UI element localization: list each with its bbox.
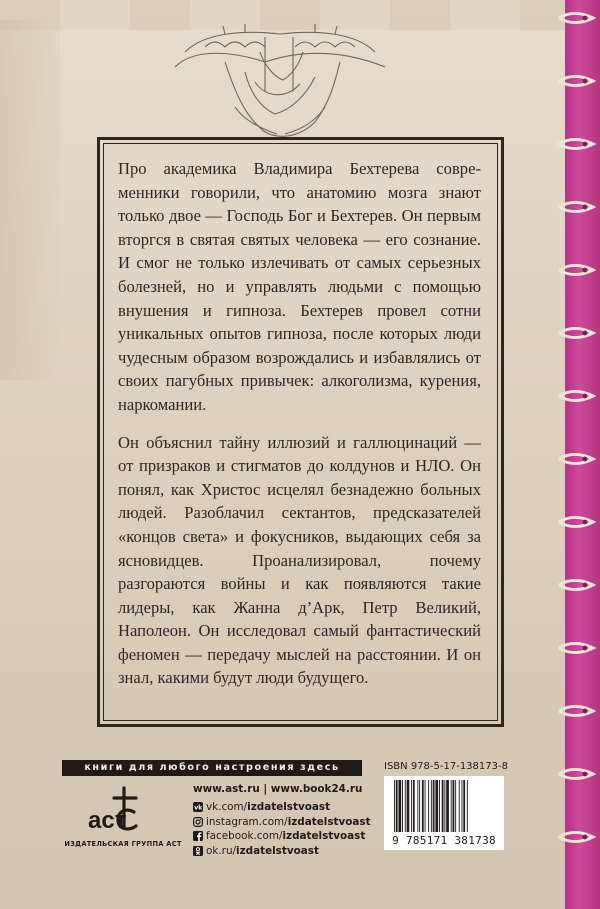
stitch — [559, 140, 593, 149]
social-link-prefix: vk.com/ — [206, 801, 248, 814]
social-link-prefix: facebook.com/ — [206, 830, 283, 843]
barcode-bars — [392, 780, 496, 836]
social-link-vk[interactable] — [193, 800, 383, 815]
social-link-handle: izdatelstvoast — [287, 815, 371, 828]
barcode-bar — [411, 780, 412, 832]
barcode-bar — [425, 780, 426, 832]
barcode-bar — [431, 780, 432, 832]
barcode-bar — [422, 780, 424, 832]
social-link-prefix: ok.ru/ — [206, 844, 237, 857]
stitch-hole — [583, 205, 588, 210]
barcode-bar — [459, 780, 460, 832]
stitch — [559, 518, 593, 527]
stitch-hole — [583, 709, 588, 714]
barcode-bar — [433, 780, 435, 832]
stitch — [559, 770, 593, 779]
barcode-bar — [463, 780, 465, 832]
stitch — [559, 833, 593, 842]
ast-logo — [84, 784, 148, 836]
stitch-hole — [583, 457, 588, 462]
stitch — [559, 392, 593, 401]
barcode-bar — [405, 780, 406, 832]
barcode-bar — [451, 780, 452, 832]
svg-text:vk: vk — [194, 804, 203, 812]
barcode-bar — [439, 780, 440, 832]
barcode-bar — [417, 780, 418, 832]
stitch — [559, 707, 593, 716]
ok-icon — [193, 846, 203, 856]
barcode-bar — [399, 780, 402, 832]
website-links[interactable]: www.ast.ru | www.book24.ru — [193, 783, 363, 795]
stitch — [559, 455, 593, 464]
barcode-bar — [419, 780, 420, 832]
blurb-paragraph-1: Про академика Владимира Бехтерева современники говорили, что анатомию мозга знают только двое — Господь Бог и Бехтерев. Он первым вторгся в святая святых человека — его сознание. И смог не только излечивать от самых серьезных болезней, но и управлять людьми с помощью внушения и гипноза. Бехтерев провел сотни уникальных опытов гипноза, после которых люди чудесным образом возрождались и избавлялись от своих пагубных привычек: алкоголизма, курения, наркомании. — [118, 159, 481, 414]
stitch-hole — [583, 16, 588, 21]
barcode-bar — [413, 780, 415, 832]
blurb-paragraph-2: Он объяснил тайну иллюзий и галлюцинаций — от призраков и стигматов до колдунов и НЛО. Он понял, как Христос исцелял безнадежно больных людей. Разоблачил сектантов, предсказателей «концов света» и фокусников, выдающих себя за ясновидцев. Проанализировал, почему разгораются войны и как появляются такие лидеры, как Жанна д’Арк, Петр Великий, Наполеон. Он исследовал самый фантастический феномен — передачу мыслей на расстоянии. И он знал, какими будут люди будущего. — [118, 432, 481, 688]
barcode-bar — [444, 780, 445, 832]
stitch — [559, 203, 593, 212]
publisher-links — [193, 783, 383, 858]
barcode — [384, 776, 504, 850]
stitch — [559, 14, 593, 23]
facebook-icon — [193, 831, 203, 841]
stitch — [559, 266, 593, 275]
instagram-icon — [193, 817, 203, 827]
stitch-hole — [583, 394, 588, 399]
social-link-ok[interactable] — [193, 844, 383, 859]
social-link-instagram[interactable] — [193, 815, 383, 830]
social-link-handle: izdatelstvoast — [236, 844, 319, 857]
stitch-hole — [583, 268, 588, 273]
stitch — [559, 581, 593, 590]
barcode-bar — [435, 780, 438, 832]
binding-stitches — [555, 0, 600, 909]
barcode-bar — [428, 780, 429, 832]
barcode-bar — [394, 780, 395, 832]
stitch-hole — [583, 331, 588, 336]
barcode-bar — [453, 780, 455, 832]
isbn-number: ISBN 978-5-17-138173-8 — [384, 761, 508, 772]
book-blurb — [118, 157, 481, 704]
vk-icon — [193, 802, 203, 812]
ast-logo-text: аст — [88, 807, 127, 834]
barcode-bar — [396, 780, 398, 832]
brain-sketch-icon — [165, 22, 395, 142]
social-link-handle: izdatelstvoast — [247, 801, 331, 814]
barcode-digits: 9 785171 381738 — [392, 834, 496, 847]
stitch — [559, 644, 593, 653]
stitch-hole — [583, 142, 588, 147]
stitch-hole — [583, 772, 588, 777]
paper-sheet-decoration — [0, 20, 60, 380]
publisher-name: ИЗДАТЕЛЬСКАЯ ГРУППА АСТ — [64, 840, 182, 848]
stitch — [559, 77, 593, 86]
stitch-hole — [583, 835, 588, 840]
social-link-handle: izdatelstvoast — [282, 830, 366, 843]
barcode-bar — [402, 780, 403, 832]
barcode-bar — [462, 780, 463, 832]
barcode-bar — [467, 780, 468, 832]
barcode-bar — [442, 780, 444, 832]
barcode-bar — [446, 780, 449, 832]
social-link-prefix: instagram.com/ — [206, 815, 288, 828]
tagline-banner: книги для любого настроения здесь — [62, 760, 362, 776]
stitch — [559, 329, 593, 338]
stitch-hole — [583, 79, 588, 84]
stitch-hole — [583, 583, 588, 588]
barcode-bar — [407, 780, 410, 832]
stitch-hole — [583, 520, 588, 525]
social-link-facebook[interactable] — [193, 829, 383, 844]
stitch-hole — [583, 646, 588, 651]
barcode-bar — [455, 780, 456, 832]
